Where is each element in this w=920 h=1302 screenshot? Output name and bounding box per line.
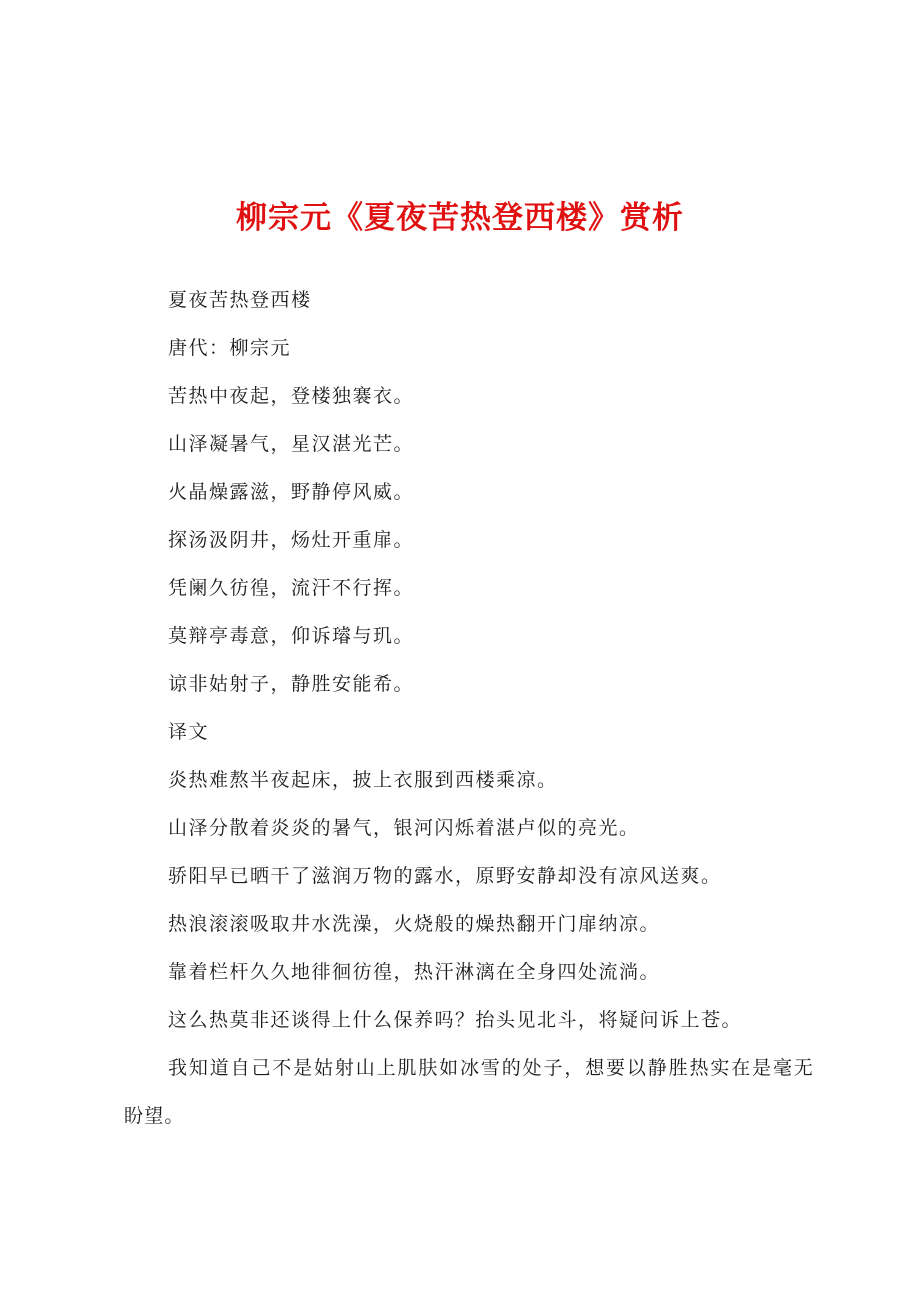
poem-line-1: 苦热中夜起，登楼独褰衣。: [168, 385, 415, 407]
poem-line-3: 火晶燥露滋，野静停风威。: [168, 481, 415, 503]
page-title: 柳宗元《夏夜苦热登西楼》赏析: [236, 200, 684, 236]
poem-line-7: 谅非姑射子，静胜安能希。: [168, 673, 415, 695]
translation-line-5: 靠着栏杆久久地徘徊彷徨，热汗淋漓在全身四处流淌。: [168, 961, 661, 983]
poem-line-4: 探汤汲阴井，炀灶开重扉。: [168, 529, 415, 551]
poem-line-2: 山泽凝暑气，星汉湛光芒。: [168, 433, 415, 455]
translation-line-7: 我知道自己不是姑射山上肌肤如冰雪的处子，想要以静胜热实在是毫无盼望。: [124, 1057, 814, 1127]
poem-line-5: 凭阑久彷徨，流汗不行挥。: [168, 577, 415, 599]
translation-line-2: 山泽分散着炎炎的暑气，银河闪烁着湛卢似的亮光。: [168, 817, 640, 839]
poem-title: 夏夜苦热登西楼: [168, 289, 312, 311]
translation-line-3: 骄阳早已晒干了滋润万物的露水，原野安静却没有凉风送爽。: [168, 865, 722, 887]
translation-heading: 译文: [168, 721, 210, 743]
poem-author: 唐代：柳宗元: [168, 337, 292, 359]
translation-line-1: 炎热难熬半夜起床，披上衣服到西楼乘凉。: [168, 769, 558, 791]
translation-line-4: 热浪滚滚吸取井水洗澡，火烧般的燥热翻开门扉纳凉。: [168, 913, 661, 935]
poem-line-6: 莫辩亭毒意，仰诉璿与玑。: [168, 625, 415, 647]
document-body: [124, 276, 814, 1140]
translation-line-6: 这么热莫非还谈得上什么保养吗？抬头见北斗，将疑问诉上苍。: [168, 1009, 743, 1031]
